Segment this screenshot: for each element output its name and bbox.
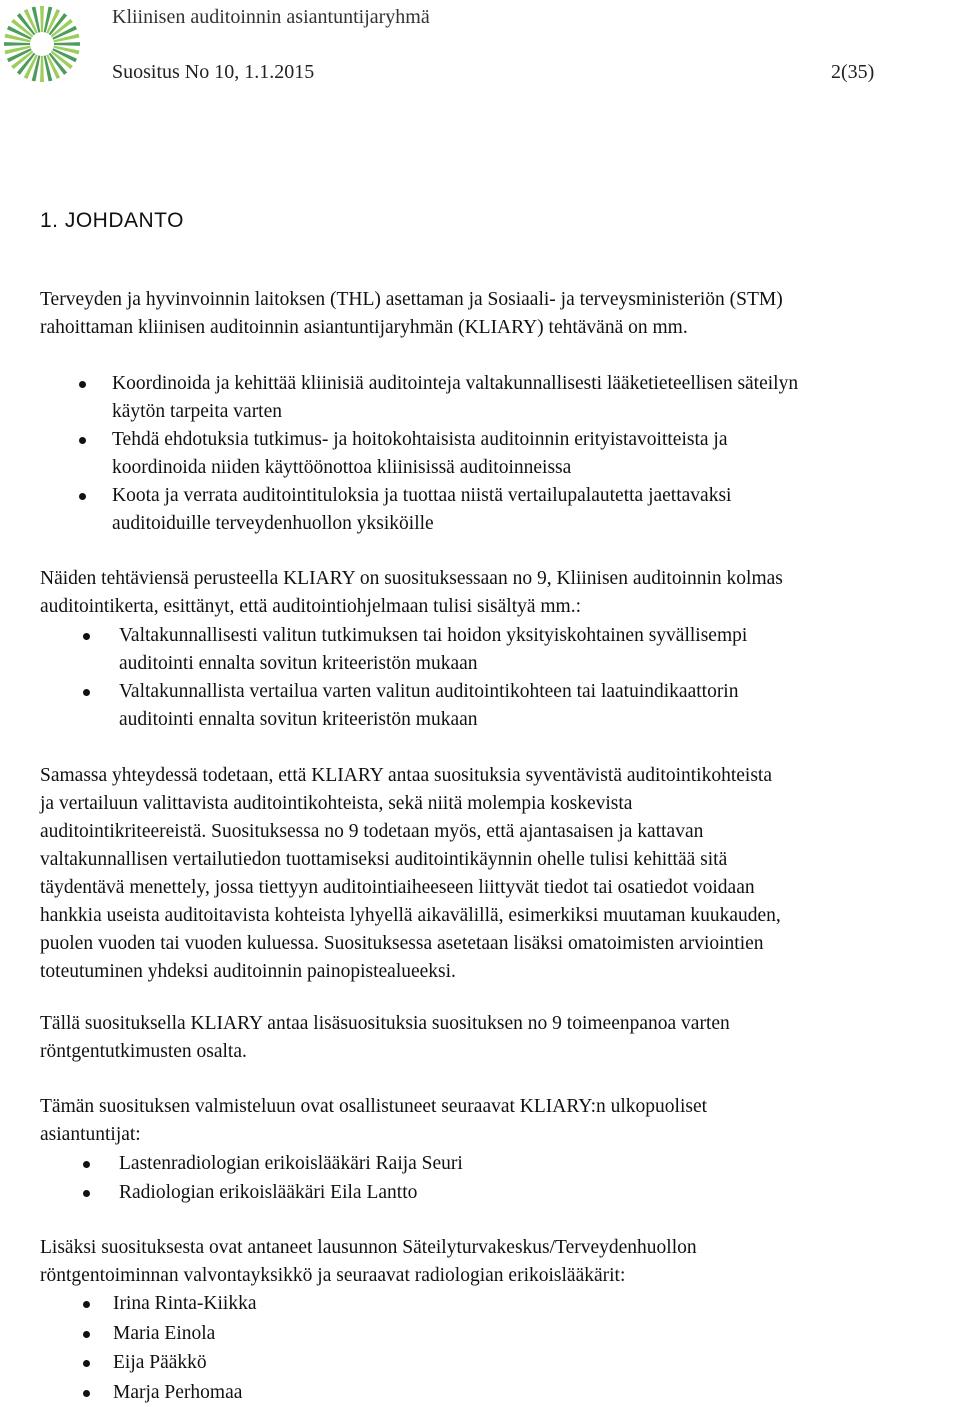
bullet-dot-icon: [83, 1301, 90, 1308]
bullet-dot-icon: [79, 493, 86, 500]
paragraph-line: Tällä suosituksella KLIARY antaa lisäsuosituksia suosituksen no 9 toimeenpanoa varten: [40, 1013, 730, 1034]
logo-ray: [40, 6, 44, 32]
bullet-dot-icon: [79, 437, 86, 444]
paragraph-line: Tämän suosituksen valmisteluun ovat osallistuneet seuraavat KLIARY:n ulkopuoliset: [40, 1096, 708, 1117]
list-item: [112, 426, 798, 482]
list-item-text: auditointi ennalta sovitun kriteeristön mukaan: [119, 653, 478, 674]
list-item: [113, 1349, 257, 1377]
bullet-dot-icon: [83, 689, 90, 696]
organization-name: Kliinisen auditoinnin asiantuntijaryhmä: [112, 6, 430, 28]
list-item: [112, 370, 798, 426]
list-item: [113, 1290, 257, 1318]
list-item-text: Eija Pääkkö: [113, 1352, 207, 1373]
reviewers-list: [113, 1290, 257, 1407]
logo-ray: [32, 7, 41, 33]
program-items-list: [119, 622, 747, 734]
list-item-text: Radiologian erikoislääkäri Eila Lantto: [119, 1182, 418, 1203]
paragraph-line: Lisäksi suosituksesta ovat antaneet lausunnon Säteilyturvakeskus/Terveydenhuollon: [40, 1237, 697, 1258]
paragraph-line: toteutuminen yhdeksi auditoinnin painopistealueeksi.: [40, 961, 456, 982]
page-number: 2(35): [831, 61, 875, 83]
section-heading: 1. JOHDANTO: [40, 209, 184, 232]
logo-ray: [4, 42, 30, 46]
list-item-text: Koota ja verrata auditointituloksia ja tuottaa niistä vertailupalautetta jaettavaksi: [112, 485, 732, 506]
bullet-dot-icon: [83, 1161, 90, 1168]
paragraph-line: Näiden tehtäviensä perusteella KLIARY on suosituksessaan no 9, Kliinisen auditoinnin kolmas: [40, 568, 783, 589]
logo-ray: [5, 46, 31, 55]
list-item: [119, 1179, 463, 1207]
logo-ray: [44, 7, 53, 33]
list-item-text: Tehdä ehdotuksia tutkimus- ja hoitokohtaisista auditoinnin erityistavoitteista ja: [112, 429, 728, 450]
list-item-text: koordinoida niiden käyttöönottoa kliinisissä auditoinneissa: [112, 457, 572, 478]
logo-ray: [53, 46, 79, 55]
list-item-text: Maria Einola: [113, 1322, 216, 1344]
list-item: [119, 622, 747, 678]
context-paragraph: [40, 762, 960, 986]
paragraph-line: Samassa yhteydessä todetaan, että KLIARY antaa suosituksia syventävistä auditointikohteista: [40, 765, 772, 786]
logo-ray: [44, 55, 53, 81]
experts-paragraph: [40, 1093, 960, 1149]
list-item-text: Irina Rinta-Kiikka: [113, 1293, 257, 1314]
list-item-text: Koordinoida ja kehittää kliinisiä auditointeja valtakunnallisesti lääketieteellisen säteilyn: [112, 373, 799, 394]
paragraph-line: ja vertailuun valittavista auditointikohteista, sekä niitä molempia koskevista: [40, 793, 633, 814]
document-reference: Suositus No 10, 1.1.2015: [112, 61, 315, 83]
logo-ray: [32, 55, 41, 81]
list-item-text: käytön tarpeita varten: [112, 401, 283, 422]
logo-center: [32, 34, 52, 54]
logo-ray: [54, 42, 80, 46]
bullet-dot-icon: [83, 1190, 90, 1197]
bullet-dot-icon: [83, 1390, 90, 1397]
list-item: [119, 678, 747, 734]
paragraph-line: puolen vuoden tai vuoden kuluessa. Suosituksessa asetetaan lisäksi omatoimisten arviointien: [40, 933, 764, 954]
recommendation-paragraph: [40, 565, 960, 621]
bullet-dot-icon: [79, 381, 86, 388]
bullet-dot-icon: [83, 1331, 90, 1338]
purpose-paragraph: [40, 1010, 960, 1066]
paragraph-line: röntgentoiminnan valvontayksikkö ja seuraavat radiologian erikoislääkärit:: [40, 1265, 626, 1286]
logo-ray: [40, 56, 44, 82]
sunburst-logo-icon: [2, 4, 82, 84]
reviewers-paragraph: [40, 1234, 960, 1290]
paragraph-line: auditointikriteereistä. Suosituksessa no 9 todetaan myös, että ajantasaisen ja kattavan: [40, 821, 704, 842]
tasks-list: [112, 370, 798, 538]
list-item-text: Marja Perhomaa: [113, 1381, 243, 1403]
paragraph-line: röntgentutkimusten osalta.: [40, 1041, 247, 1062]
list-item-text: Valtakunnallista vertailua varten valitun auditointikohteen tai laatuindikaattorin: [119, 681, 739, 702]
list-item: [113, 1320, 257, 1348]
paragraph-line: auditointikerta, esittänyt, että auditointiohjelmaan tulisi sisältyä mm.:: [40, 596, 582, 617]
intro-line-2: rahoittaman kliinisen auditoinnin asiantuntijaryhmän (KLIARY) tehtävänä on mm.: [40, 317, 688, 338]
list-item-text: auditoiduille terveydenhuollon yksiköille: [112, 513, 434, 534]
logo-ray: [53, 34, 79, 43]
list-item: [119, 1150, 463, 1178]
paragraph-line: asiantuntijat:: [40, 1124, 141, 1145]
experts-list: [119, 1150, 463, 1207]
paragraph-line: täydentävä menettely, jossa tiettyyn auditointiaiheeseen liittyvät tiedot tai osatiedot voidaan: [40, 877, 755, 898]
intro-paragraph: [40, 286, 960, 342]
list-item-text: auditointi ennalta sovitun kriteeristön mukaan: [119, 709, 478, 730]
paragraph-line: valtakunnallisen vertailutiedon tuottamiseksi auditointikäynnin ohelle tulisi kehittää sitä: [40, 849, 728, 870]
list-item-text: Lastenradiologian erikoislääkäri Raija Seuri: [119, 1153, 463, 1174]
bullet-dot-icon: [83, 1360, 90, 1367]
list-item: [112, 482, 798, 538]
list-item-text: Valtakunnallisesti valitun tutkimuksen tai hoidon yksityiskohtainen syvällisempi: [119, 625, 748, 646]
paragraph-line: hankkia useista auditoitavista kohteista lyhyellä aikavälillä, esimerkiksi muutaman kuukauden,: [40, 905, 781, 926]
intro-line-1: Terveyden ja hyvinvoinnin laitoksen (THL) asettaman ja Sosiaali- ja terveysministeriön (STM): [40, 289, 783, 310]
bullet-dot-icon: [83, 633, 90, 640]
logo-ray: [5, 34, 31, 43]
list-item: [113, 1379, 257, 1407]
